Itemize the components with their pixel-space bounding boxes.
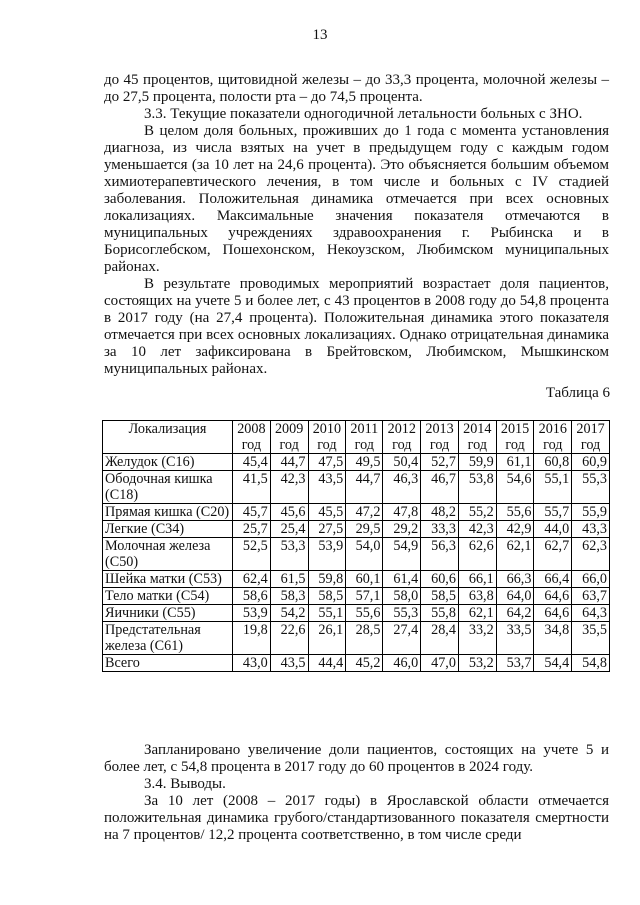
paragraph: 3.3. Текущие показатели одногодичной летальности больных с ЗНО. — [144, 106, 583, 122]
table-cell-value: 43,5 — [308, 471, 346, 504]
table-header-year — [233, 421, 271, 454]
paragraph: 3.4. Выводы. — [144, 776, 226, 792]
table-cell-value: 53,3 — [270, 538, 308, 571]
table-cell-value: 44,7 — [346, 471, 383, 504]
year-suffix: год — [543, 437, 563, 453]
table-cell-value: 42,9 — [496, 521, 534, 538]
table-header-year — [346, 421, 383, 454]
table-cell-value: 54,2 — [270, 605, 308, 622]
table-cell-value: 55,6 — [346, 605, 383, 622]
table-cell-value: 28,5 — [346, 622, 383, 655]
table-cell-value: 55,1 — [534, 471, 572, 504]
table-cell-value: 54,4 — [534, 655, 572, 672]
year-suffix: год — [317, 437, 337, 453]
table-cell-value: 46,7 — [421, 471, 459, 504]
table-cell-value: 52,5 — [233, 538, 271, 571]
table-cell-value: 55,3 — [572, 471, 610, 504]
table-cell-value: 46,3 — [383, 471, 421, 504]
table-cell-value: 48,2 — [421, 504, 459, 521]
paragraph: За 10 лет (2008 – 2017 годы) в Ярославской области отмечается положительная динамика грубого/стандартизованного показателя смертности на 7 процентов/ 12,2 процента соответственно, в том числе среди — [104, 793, 609, 843]
table-cell-value: 54,8 — [572, 655, 610, 672]
table-cell-value: 64,0 — [496, 588, 534, 605]
table-cell-value: 61,1 — [496, 454, 534, 471]
table-row — [103, 655, 610, 672]
paragraph: В целом доля больных, проживших до 1 года с момента установления диагноза, из числа взятых на учет в предыдущем году с каждым годом уменьшается (за 10 лет на 24,6 процента). Это объясняется большим объемом химиотерапевтического лечения, в том числе и больных с IV стадией заболевания. Положительная динамика отмечается при всех основных локализациях. Максимальные значения показателя отмечаются в муниципальных учреждениях здравоохранения г. Рыбинска и в Борисоглебском, Пошехонском, Некоузском, Любимском муниципальных районах. — [104, 123, 609, 275]
table-header-year — [383, 421, 421, 454]
table-cell-value: 66,1 — [458, 571, 496, 588]
year-suffix: год — [392, 437, 412, 453]
table-row — [103, 454, 610, 471]
table-header-year — [421, 421, 459, 454]
table-cell-value: 57,1 — [346, 588, 383, 605]
table-cell-value: 58,5 — [421, 588, 459, 605]
table-cell-value: 53,9 — [308, 538, 346, 571]
table-cell-value: 62,4 — [233, 571, 271, 588]
table-label: Таблица 6 — [545, 385, 610, 401]
table-cell-value: 60,9 — [572, 454, 610, 471]
paragraph: Запланировано увеличение доли пациентов, состоящих на учете 5 и более лет, с 54,8 процента в 2017 году до 60 процентов в 2024 году. — [104, 742, 609, 775]
table-cell-value: 44,0 — [534, 521, 572, 538]
table-cell-localization: Молочная железа (С50) — [103, 538, 233, 571]
year-suffix: год — [279, 437, 299, 453]
year-number: 2011 — [350, 421, 379, 437]
year-number: 2008 — [237, 421, 266, 437]
table-cell-value: 33,5 — [496, 622, 534, 655]
table-cell-localization: Прямая кишка (С20) — [103, 504, 233, 521]
table-cell-value: 60,6 — [421, 571, 459, 588]
table-cell-value: 45,5 — [308, 504, 346, 521]
year-number: 2015 — [500, 421, 530, 437]
table-cell-value: 53,2 — [458, 655, 496, 672]
table-header-year — [572, 421, 610, 454]
table-cell-value: 22,6 — [270, 622, 308, 655]
paragraph: до 45 процентов, щитовидной железы – до 33,3 процента, молочной железы – до 27,5 процента, полости рта – до 74,5 процента. — [104, 72, 609, 105]
table-cell-value: 64,6 — [534, 605, 572, 622]
table-cell-value: 53,7 — [496, 655, 534, 672]
table-cell-value: 47,8 — [383, 504, 421, 521]
table-row — [103, 605, 610, 622]
table-cell-value: 26,1 — [308, 622, 346, 655]
table-cell-value: 42,3 — [458, 521, 496, 538]
table-cell-value: 44,4 — [308, 655, 346, 672]
table-cell-value: 62,7 — [534, 538, 572, 571]
table-cell-localization: Шейка матки (С53) — [103, 571, 233, 588]
table-cell-value: 58,0 — [383, 588, 421, 605]
table-cell-value: 55,2 — [458, 504, 496, 521]
table-header-year — [534, 421, 572, 454]
table-header-year — [458, 421, 496, 454]
table-cell-value: 58,5 — [308, 588, 346, 605]
table-cell-value: 55,9 — [572, 504, 610, 521]
year-suffix: год — [467, 437, 487, 453]
table-cell-value: 59,8 — [308, 571, 346, 588]
year-suffix: год — [241, 437, 262, 453]
table-cell-value: 45,2 — [346, 655, 383, 672]
table-cell-value: 47,0 — [421, 655, 459, 672]
table-cell-value: 56,3 — [421, 538, 459, 571]
table-cell-value: 61,5 — [270, 571, 308, 588]
year-suffix: год — [580, 437, 601, 453]
text-block-top — [104, 72, 609, 378]
table-cell-value: 54,9 — [383, 538, 421, 571]
table-cell-value: 54,0 — [346, 538, 383, 571]
table-row — [103, 622, 610, 655]
table-cell-value: 60,1 — [346, 571, 383, 588]
table-cell-value: 45,6 — [270, 504, 308, 521]
table-cell-localization: Желудок (С16) — [103, 454, 233, 471]
table-cell-value: 19,8 — [233, 622, 271, 655]
table-cell-value: 62,1 — [458, 605, 496, 622]
table-cell-value: 63,7 — [572, 588, 610, 605]
table-cell-value: 66,4 — [534, 571, 572, 588]
table-cell-value: 59,9 — [458, 454, 496, 471]
table-row — [103, 471, 610, 504]
table-cell-value: 25,7 — [233, 521, 271, 538]
table-cell-value: 43,3 — [572, 521, 610, 538]
table-cell-value: 55,6 — [496, 504, 534, 521]
table-row — [103, 588, 610, 605]
year-suffix: год — [429, 437, 450, 453]
table-cell-value: 27,4 — [383, 622, 421, 655]
page-number: 13 — [312, 27, 328, 43]
table-cell-value: 29,2 — [383, 521, 421, 538]
table-cell-localization: Яичники (С55) — [103, 605, 233, 622]
table-cell-value: 58,6 — [233, 588, 271, 605]
table-cell-value: 64,3 — [572, 605, 610, 622]
table-cell-value: 64,6 — [534, 588, 572, 605]
table-cell-value: 63,8 — [458, 588, 496, 605]
table-cell-value: 62,6 — [458, 538, 496, 571]
table-cell-value: 42,3 — [270, 471, 308, 504]
table-row — [103, 571, 610, 588]
table-cell-value: 52,7 — [421, 454, 459, 471]
table-cell-value: 43,0 — [233, 655, 271, 672]
table-row — [103, 521, 610, 538]
table-cell-value: 49,5 — [346, 454, 383, 471]
table-cell-value: 61,4 — [383, 571, 421, 588]
year-suffix: год — [505, 437, 525, 453]
table-cell-value: 43,5 — [270, 655, 308, 672]
table-cell-value: 35,5 — [572, 622, 610, 655]
year-number: 2014 — [463, 421, 492, 437]
year-number: 2013 — [425, 421, 454, 437]
table-cell-value: 64,2 — [496, 605, 534, 622]
table-cell-localization: Тело матки (С54) — [103, 588, 233, 605]
table-cell-value: 55,8 — [421, 605, 459, 622]
table-header-localization: Локализация — [103, 421, 233, 454]
table-cell-value: 53,9 — [233, 605, 271, 622]
table-cell-value: 58,3 — [270, 588, 308, 605]
table-cell-localization: Всего — [103, 655, 233, 672]
table-cell-value: 41,5 — [233, 471, 271, 504]
table-cell-value: 45,4 — [233, 454, 271, 471]
table-header-year — [496, 421, 534, 454]
text-block-bottom — [104, 742, 609, 844]
table-cell-value: 47,5 — [308, 454, 346, 471]
table-cell-localization: Предстательная железа (С61) — [103, 622, 233, 655]
paragraph: В результате проводимых мероприятий возрастает доля пациентов, состоящих на учете 5 и более лет, с 43 процентов в 2008 году до 54,8 процента в 2017 году (на 27,4 процента). Положительная динамика этого показателя отмечается при всех основных локализациях. Однако отрицательная динамика за 10 лет зафиксирована в Брейтовском, Любимском, Мышкинском муниципальных районах. — [104, 276, 609, 377]
table-cell-value: 47,2 — [346, 504, 383, 521]
year-number: 2012 — [387, 421, 416, 437]
table-cell-value: 66,0 — [572, 571, 610, 588]
table-cell-value: 33,2 — [458, 622, 496, 655]
year-suffix: год — [354, 437, 375, 453]
table-cell-value: 29,5 — [346, 521, 383, 538]
table-cell-value: 27,5 — [308, 521, 346, 538]
table-row — [103, 504, 610, 521]
table-cell-value: 55,3 — [383, 605, 421, 622]
table-cell-localization: Ободочная кишка (С18) — [103, 471, 233, 504]
table-header-year — [270, 421, 308, 454]
table-header-row — [103, 421, 610, 454]
year-number: 2009 — [274, 421, 304, 437]
table-cell-value: 62,1 — [496, 538, 534, 571]
table-row — [103, 538, 610, 571]
table-cell-value: 55,1 — [308, 605, 346, 622]
table-cell-value: 46,0 — [383, 655, 421, 672]
year-number: 2016 — [538, 421, 567, 437]
table-cell-value: 53,8 — [458, 471, 496, 504]
table-cell-value: 28,4 — [421, 622, 459, 655]
table-cell-value: 60,8 — [534, 454, 572, 471]
table-cell-value: 50,4 — [383, 454, 421, 471]
table-cell-localization: Легкие (С34) — [103, 521, 233, 538]
table-cell-value: 33,3 — [421, 521, 459, 538]
table-cell-value: 25,4 — [270, 521, 308, 538]
table-cell-value: 62,3 — [572, 538, 610, 571]
table-header-year — [308, 421, 346, 454]
year-number: 2010 — [312, 421, 342, 437]
table-cell-value: 34,8 — [534, 622, 572, 655]
table-cell-value: 55,7 — [534, 504, 572, 521]
table-cell-value: 45,7 — [233, 504, 271, 521]
table-cell-value: 66,3 — [496, 571, 534, 588]
table-cell-value: 54,6 — [496, 471, 534, 504]
year-number: 2017 — [576, 421, 605, 437]
data-table — [102, 420, 610, 672]
table-cell-value: 44,7 — [270, 454, 308, 471]
